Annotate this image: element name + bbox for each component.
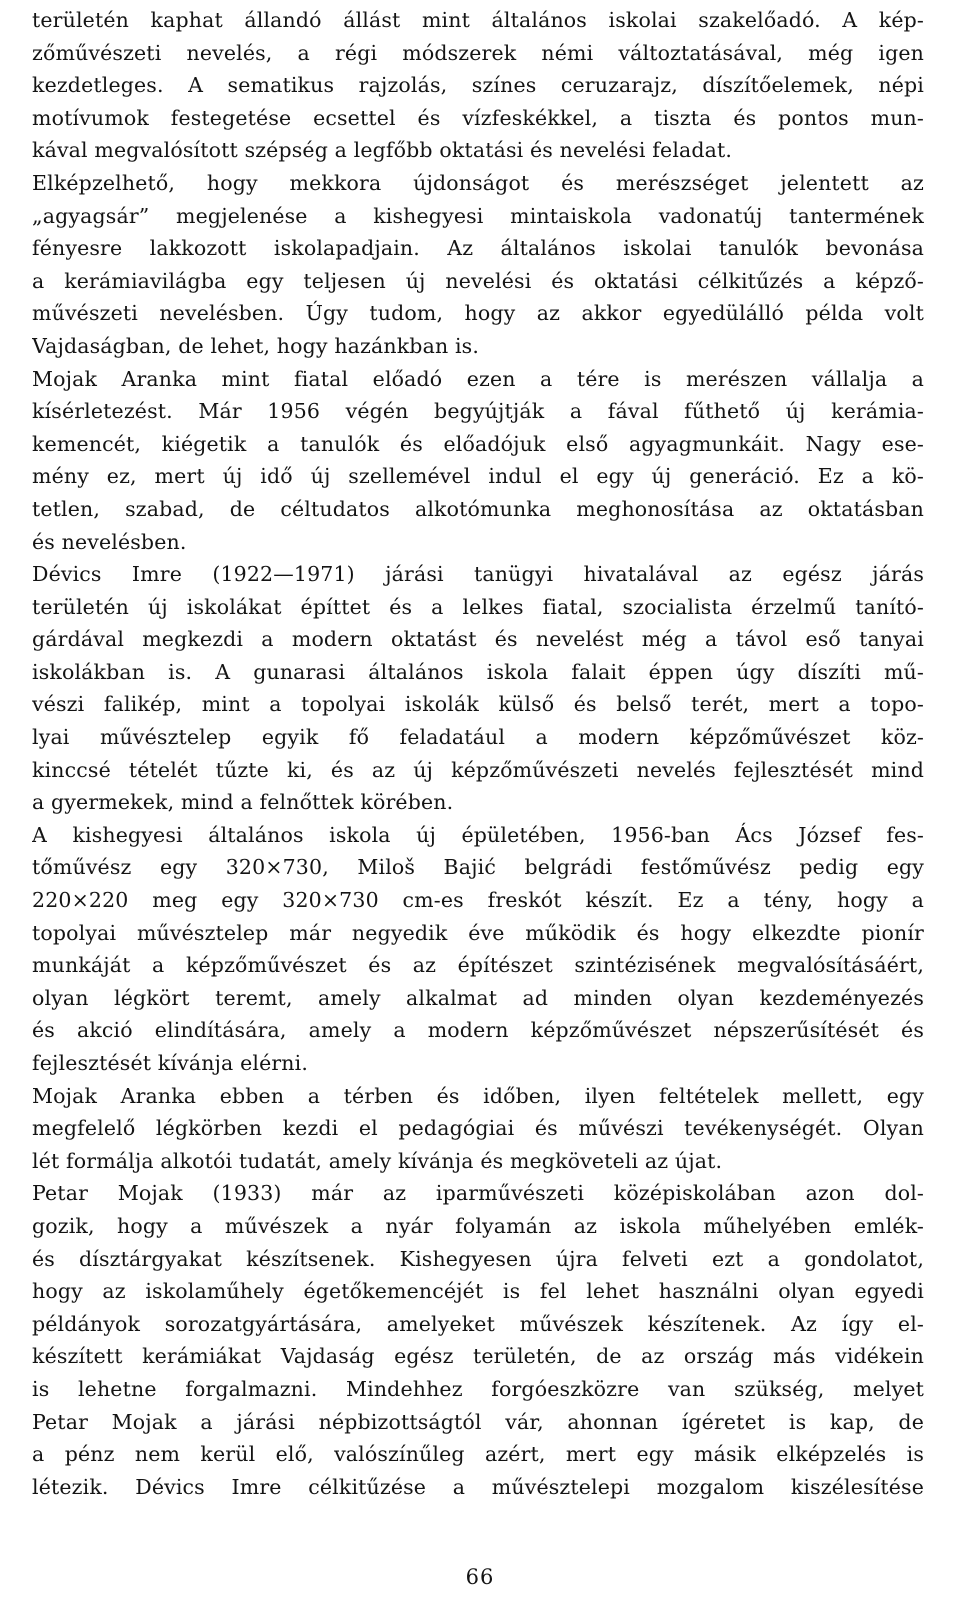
text-line: motívumok festegetése ecsettel és vízfeskékkel, a tiszta és pontos mun- — [32, 105, 924, 130]
text-line: zőművészeti nevelés, a régi módszerek némi változtatásával, még igen — [32, 40, 924, 65]
text-line: mény ez, mert új idő új szellemével indul el egy új generáció. Ez a kö- — [32, 464, 924, 489]
page-number: 66 — [465, 1565, 495, 1589]
text-line: megfelelő légkörben kezdi el pedagógiai és művészi tevékenységét. Olyan — [32, 1116, 924, 1141]
text-line: „agyagsár” megjelenése a kishegyesi mintaiskola vadonatúj tantermének — [32, 203, 924, 228]
paragraph — [32, 558, 924, 819]
text-line: létezik. Dévics Imre célkitűzése a művésztelepi mozgalom kiszélesítése — [32, 1474, 924, 1499]
text-line: lét formálja alkotói tudatát, amely kívánja és megköveteli az újat. — [32, 1148, 723, 1173]
text-line: a kerámiavilágba egy teljesen új nevelési és oktatási célkitűzés a képző- — [32, 268, 924, 293]
paragraph — [32, 1177, 924, 1503]
text-line: és nevelésben. — [32, 529, 187, 554]
text-line: lyai művésztelep egyik fő feladatául a modern képzőművészet köz- — [32, 725, 924, 750]
text-line: fejlesztését kívánja elérni. — [32, 1051, 309, 1075]
text-line: Petar Mojak (1933) már az iparművészeti középiskolában azon dol- — [32, 1181, 924, 1206]
text-line: kísérletezést. Már 1956 végén begyújtják a fával fűthető új kerámia- — [32, 399, 924, 424]
text-line: művészeti nevelésben. Úgy tudom, hogy az akkor egyedülálló példa volt — [32, 301, 924, 326]
text-line: olyan légkört teremt, amely alkalmat ad minden olyan kezdeményezés — [32, 985, 924, 1010]
text-line: és dísztárgyakat készítsenek. Kishegyesen újra felveti ezt a gondolatot, — [32, 1246, 924, 1271]
text-line: tőművész egy 320×730, Miloš Bajić belgrádi festőművész pedig egy — [32, 855, 924, 880]
text-line: Mojak Aranka ebben a térben és időben, ilyen feltételek mellett, egy — [32, 1083, 924, 1108]
text-line: is lehetne forgalmazni. Mindehhez forgóeszközre van szükség, melyet — [32, 1376, 924, 1401]
text-line: vészi falikép, mint a topolyai iskolák külső és belső terét, mert a topo- — [32, 692, 924, 717]
text-line: Vajdaságban, de lehet, hogy hazánkban is. — [32, 333, 479, 358]
text-line: Elképzelhető, hogy mekkora újdonságot és merészséget jelentett az — [32, 170, 924, 195]
text-line: a pénz nem kerül elő, valószínűleg azért, mert egy másik elképzelés is — [32, 1442, 924, 1467]
document-page — [32, 4, 924, 1503]
paragraph — [32, 1080, 924, 1178]
text-line: A kishegyesi általános iskola új épületében, 1956-ban Ács József fes- — [32, 822, 924, 847]
text-line: és akció elindítására, amely a modern képzőművészet népszerűsítését és — [32, 1018, 924, 1043]
paragraph — [32, 4, 924, 167]
text-line: kemencét, kiégetik a tanulók és előadójuk első agyagmunkáit. Nagy ese- — [32, 431, 924, 456]
text-line: kezdetleges. A sematikus rajzolás, színes ceruzarajz, díszítőelemek, népi — [32, 73, 924, 98]
text-line: fényesre lakkozott iskolapadjain. Az általános iskolai tanulók bevonása — [32, 236, 924, 261]
text-line: hogy az iskolaműhely égetőkemencéjét is fel lehet használni olyan egyedi — [32, 1279, 924, 1304]
text-line: a gyermekek, mind a felnőttek körében. — [32, 790, 454, 815]
text-line: gárdával megkezdi a modern oktatást és nevelést még a távol eső tanyai — [32, 627, 924, 652]
text-line: 220×220 meg egy 320×730 cm-es freskót készít. Ez a tény, hogy a — [32, 888, 924, 913]
paragraph — [32, 363, 924, 559]
text-line: tetlen, szabad, de céltudatos alkotómunka meghonosítása az oktatásban — [32, 496, 924, 521]
text-line: munkáját a képzőművészet és az építészet szintézisének megvalósításáért, — [32, 953, 924, 978]
text-line: készített kerámiákat Vajdaság egész területén, de az ország más vidékein — [32, 1344, 924, 1369]
text-line: területén új iskolákat építtet és a lelkes fiatal, szocialista érzelmű tanító- — [32, 594, 924, 619]
text-line: Mojak Aranka mint fiatal előadó ezen a tére is merészen vállalja a — [32, 366, 924, 391]
text-line: topolyai művésztelep már negyedik éve működik és hogy elkezdte pionír — [32, 920, 924, 945]
text-line: iskolákban is. A gunarasi általános iskola falait éppen úgy díszíti mű- — [32, 659, 924, 684]
text-line: kával megvalósított szépség a legfőbb oktatási és nevelési feladat. — [32, 138, 733, 163]
text-line: példányok sorozatgyártására, amelyeket művészek készítenek. Az így el- — [32, 1311, 924, 1336]
text-line: területén kaphat állandó állást mint általános iskolai szakelőadó. A kép- — [32, 8, 924, 32]
text-line: kinccsé tételét tűzte ki, és az új képzőművészeti nevelés fejlesztését mind — [32, 757, 924, 782]
text-line: Petar Mojak a járási népbizottságtól vár, ahonnan ígéretet is kap, de — [32, 1409, 924, 1434]
paragraph — [32, 167, 924, 363]
text-line: gozik, hogy a művészek a nyár folyamán az iskola műhelyében emlék- — [32, 1213, 924, 1238]
text-line: Dévics Imre (1922—1971) járási tanügyi hivatalával az egész járás — [32, 562, 924, 587]
paragraph — [32, 819, 924, 1080]
